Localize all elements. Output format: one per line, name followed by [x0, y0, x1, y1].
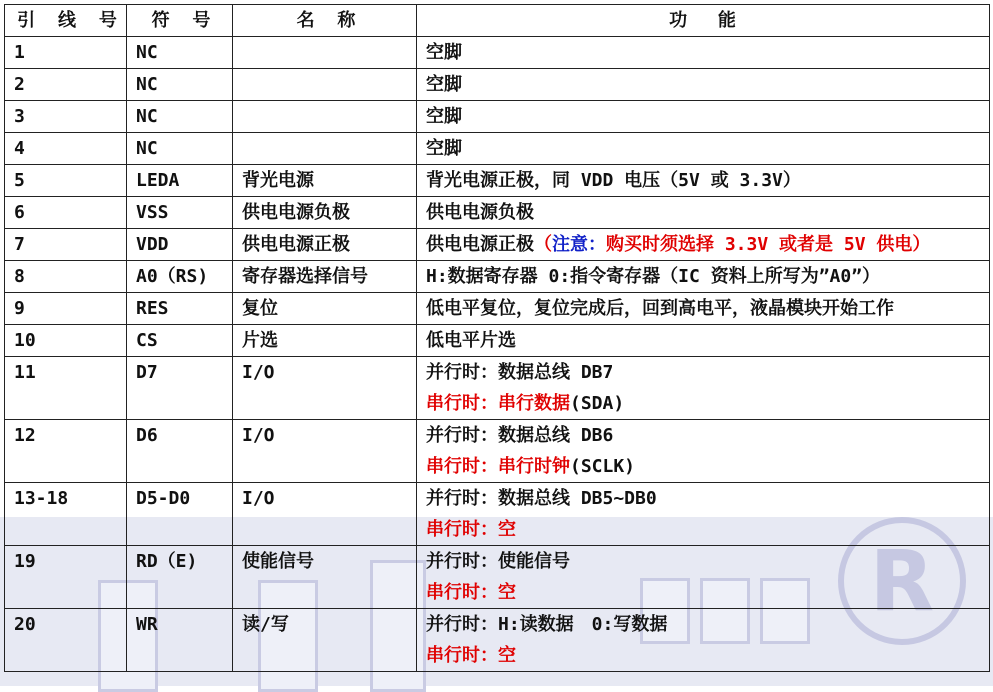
- table-row: [5, 546, 990, 609]
- pin-function-cell: [417, 357, 990, 420]
- pin-symbol: D7: [127, 357, 233, 420]
- table-row: [5, 37, 990, 69]
- pin-name: I/O: [233, 483, 417, 546]
- pin-number: 5: [5, 165, 127, 197]
- pin-name: 寄存器选择信号: [233, 261, 417, 293]
- pin-function: 空脚: [417, 101, 990, 133]
- pin-name: 背光电源: [233, 165, 417, 197]
- table-row: [5, 197, 990, 229]
- pin-symbol: LEDA: [127, 165, 233, 197]
- pin-number: 6: [5, 197, 127, 229]
- pin-symbol: VDD: [127, 229, 233, 261]
- pin-name: I/O: [233, 420, 417, 483]
- serial-function: 串行时：空: [426, 582, 516, 603]
- pin-name: 片选: [233, 325, 417, 357]
- pin-function: 空脚: [417, 69, 990, 101]
- pin-name: [233, 69, 417, 101]
- header-function: 功 能: [417, 5, 990, 37]
- pin-name: [233, 101, 417, 133]
- parallel-function: 并行时：使能信号: [426, 551, 570, 572]
- pin-function-cell: [417, 546, 990, 609]
- pin-symbol: NC: [127, 37, 233, 69]
- table-row: [5, 483, 990, 546]
- serial-function: 串行时：串行时钟: [426, 456, 570, 477]
- parallel-function: 并行时：数据总线 DB5~DB0: [426, 488, 657, 509]
- pin-number: 10: [5, 325, 127, 357]
- pin-function: 供电电源正极: [426, 234, 534, 255]
- pin-name: 使能信号: [233, 546, 417, 609]
- pin-symbol: RD（E): [127, 546, 233, 609]
- header-symbol: 符 号: [127, 5, 233, 37]
- serial-function: 串行时：空: [426, 519, 516, 540]
- pin-name: 供电电源负极: [233, 197, 417, 229]
- note-text: 购买时须选择 3.3V 或者是 5V 供电）: [606, 234, 931, 255]
- pin-definition-table: [4, 4, 990, 672]
- pin-number: 7: [5, 229, 127, 261]
- table-row: [5, 229, 990, 261]
- pin-symbol: NC: [127, 101, 233, 133]
- serial-signal: (SCLK): [570, 456, 636, 477]
- pin-function-cell: [417, 229, 990, 261]
- pin-number: 1: [5, 37, 127, 69]
- table-row: [5, 165, 990, 197]
- note-label: 注意：: [552, 234, 606, 255]
- pin-symbol: RES: [127, 293, 233, 325]
- header-pin-number: 引 线 号: [5, 5, 127, 37]
- pin-number: 11: [5, 357, 127, 420]
- pin-name: 读/写: [233, 609, 417, 672]
- pin-number: 3: [5, 101, 127, 133]
- pin-name: I/O: [233, 357, 417, 420]
- table-row: [5, 293, 990, 325]
- pin-name: [233, 37, 417, 69]
- pin-number: 4: [5, 133, 127, 165]
- pin-name: 复位: [233, 293, 417, 325]
- pin-number: 2: [5, 69, 127, 101]
- pin-function: 低电平片选: [417, 325, 990, 357]
- pin-name: 供电电源正极: [233, 229, 417, 261]
- table-row: [5, 609, 990, 672]
- pin-number: 8: [5, 261, 127, 293]
- pin-function-cell: [417, 609, 990, 672]
- table-row: [5, 261, 990, 293]
- pin-function: 低电平复位，复位完成后，回到高电平，液晶模块开始工作: [417, 293, 990, 325]
- pin-function: 供电电源负极: [417, 197, 990, 229]
- table-row: [5, 420, 990, 483]
- serial-function: 串行时：串行数据: [426, 393, 570, 414]
- pin-number: 12: [5, 420, 127, 483]
- pin-number: 20: [5, 609, 127, 672]
- pin-function: 空脚: [417, 37, 990, 69]
- table-header-row: [5, 5, 990, 37]
- parallel-function: 并行时：数据总线 DB7: [426, 362, 614, 383]
- pin-symbol: NC: [127, 69, 233, 101]
- pin-number: 13-18: [5, 483, 127, 546]
- parallel-function: 并行时：H:读数据 0:写数据: [426, 614, 668, 635]
- parallel-function: 并行时：数据总线 DB6: [426, 425, 614, 446]
- table-row: [5, 69, 990, 101]
- pin-symbol: D6: [127, 420, 233, 483]
- watermark-symbol: R: [869, 532, 935, 630]
- note-open-paren: （: [534, 234, 552, 255]
- pin-symbol: D5-D0: [127, 483, 233, 546]
- pin-symbol: A0（RS): [127, 261, 233, 293]
- pin-function-cell: [417, 420, 990, 483]
- pin-number: 19: [5, 546, 127, 609]
- table-row: [5, 133, 990, 165]
- pin-symbol: CS: [127, 325, 233, 357]
- table-row: [5, 357, 990, 420]
- pin-function-cell: [417, 483, 990, 546]
- serial-signal: (SDA): [570, 393, 625, 414]
- pin-symbol: NC: [127, 133, 233, 165]
- pin-function: 空脚: [417, 133, 990, 165]
- table-row: [5, 101, 990, 133]
- pin-symbol: WR: [127, 609, 233, 672]
- pin-function: H:数据寄存器 0:指令寄存器（IC 资料上所写为”A0”）: [417, 261, 990, 293]
- table-row: [5, 325, 990, 357]
- pin-function: 背光电源正极，同 VDD 电压（5V 或 3.3V）: [417, 165, 990, 197]
- serial-function: 串行时：空: [426, 645, 516, 666]
- pin-symbol: VSS: [127, 197, 233, 229]
- header-name: 名 称: [233, 5, 417, 37]
- pin-name: [233, 133, 417, 165]
- pin-number: 9: [5, 293, 127, 325]
